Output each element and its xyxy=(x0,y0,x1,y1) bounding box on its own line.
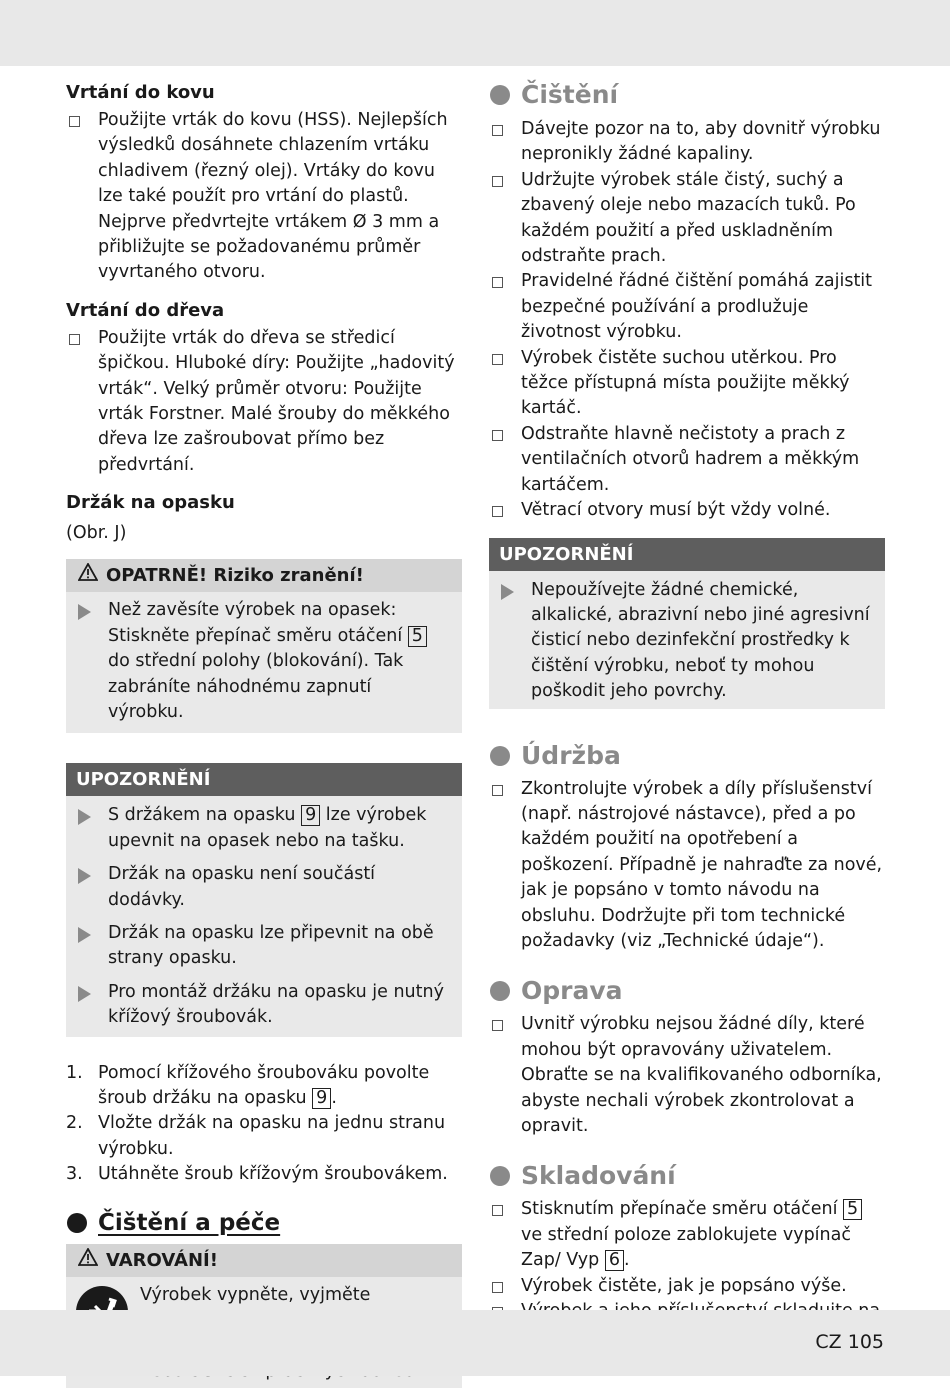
list-item: Odstraňte hlavně nečistoty a prach z ventilačních otvorů hadrem a měkkým kartáčem. xyxy=(489,422,885,498)
bottom-band xyxy=(0,1310,950,1376)
checkbox-bullet-icon xyxy=(492,176,503,187)
arrow-bullet-icon xyxy=(78,604,91,620)
notice-item: Nepoužívejte žádné chemické, alkalické, abrazivní nebo jiné agresivní čisticí nebo dezinfekční prostředky k čištění výrobku, neboť ty mohou poškodit jeho povrchy. xyxy=(489,578,885,705)
warning-triangle-icon xyxy=(76,1244,100,1277)
warning-title: VAROVÁNÍ! xyxy=(106,1249,218,1271)
checkbox-bullet-icon xyxy=(492,506,503,517)
heading-wood-drilling: Vrtání do dřeva xyxy=(66,299,225,321)
step-item: 1. Pomocí křížového šroubováku povolte šroub držáku na opasku 9 . xyxy=(66,1062,430,1108)
heading-belt-holder: Držák na opasku xyxy=(66,492,235,514)
arrow-bullet-icon xyxy=(78,927,91,943)
page-number: CZ 105 xyxy=(815,1331,884,1353)
right-column xyxy=(489,80,885,1375)
notice-header: UPOZORNĚNÍ xyxy=(66,763,462,796)
checkbox-bullet-icon xyxy=(492,354,503,365)
part-ref: 9 xyxy=(312,1088,331,1109)
notice-header: UPOZORNĚNÍ xyxy=(489,538,885,571)
section-title-maintenance: Údržba xyxy=(489,741,885,771)
step-item: 2. Vložte držák na opasku na jednu stranu výrobku. xyxy=(66,1113,446,1159)
step-list xyxy=(66,1061,462,1188)
top-band xyxy=(0,0,950,66)
section-title-storage: Skladování xyxy=(489,1161,885,1191)
part-ref: 9 xyxy=(301,805,320,826)
arrow-bullet-icon xyxy=(78,868,91,884)
caution-item: Než zavěsíte výrobek na opasek: Stiskněte přepínač směru otáčení 5 do střední polohy (blokování). Tak zabráníte náhodnému zapnutí výrobku. xyxy=(66,598,462,725)
bullet-dot-icon xyxy=(490,981,510,1001)
caution-box xyxy=(66,559,462,733)
part-ref: 5 xyxy=(843,1199,862,1220)
list-item: Použijte vrták do dřeva se středicí špičkou. Hluboké díry: Použijte „hadovitý vrták“. Velký průměr otvoru: Použijte vrták Forstner. Malé šrouby do měkkého dřeva lze zašroubovat přímo bez předvrtání. xyxy=(66,326,462,478)
warning-triangle-icon xyxy=(76,559,100,592)
checkbox-bullet-icon xyxy=(492,1205,503,1216)
arrow-bullet-icon xyxy=(78,986,91,1002)
checkbox-bullet-icon xyxy=(69,334,80,345)
bullet-dot-icon xyxy=(490,746,510,766)
warning-header xyxy=(66,1244,462,1277)
notice-box xyxy=(489,538,885,709)
checkbox-bullet-icon xyxy=(69,116,80,127)
notice-box xyxy=(66,763,462,1036)
checkbox-bullet-icon xyxy=(492,125,503,136)
notice-item: Pro montáž držáku na opasku je nutný křížový šroubovák. xyxy=(66,980,462,1031)
section-title-repair: Oprava xyxy=(489,976,885,1006)
checkbox-bullet-icon xyxy=(492,785,503,796)
list-item: Výrobek čistěte suchou utěrkou. Pro těžce přístupná místa použijte měkký kartáč. xyxy=(489,346,885,422)
checkbox-bullet-icon xyxy=(492,1020,503,1031)
bullet-dot-icon xyxy=(490,85,510,105)
checkbox-bullet-icon xyxy=(492,277,503,288)
step-item: 3. Utáhněte šroub křížovým šroubovákem. xyxy=(66,1164,448,1185)
heading-metal-drilling: Vrtání do kovu xyxy=(66,82,215,103)
caution-title: OPATRNĚ! Riziko zranění! xyxy=(106,565,364,587)
bullet-dot-icon xyxy=(490,1166,510,1186)
list-item: Použijte vrták do kovu (HSS). Nejlepších výsledků dosáhnete chlazením vrtáku chladivem (řezný olej). Vrtáky do kovu lze také použít pro vrtání do plastů. Nejprve předvrtejte vrtákem Ø 3 mm a přibližujte se požadovanému průměr vyvrtaného otvoru. xyxy=(66,108,462,286)
part-ref: 5 xyxy=(408,626,427,647)
notice-item: Držák na opasku není součástí dodávky. xyxy=(66,862,462,913)
arrow-bullet-icon xyxy=(78,809,91,825)
warning-body: Výrobek vypněte, vyjměte xyxy=(66,1277,462,1388)
left-column xyxy=(66,80,462,1388)
list-item: Zkontrolujte výrobek a díly příslušenství (např. nástrojové nástavce), před a po každém použití na opotřebení a poškození. Případně je nahraďte za nové, jak je popsáno v tomto návodu na obsluhu. Dodržujte při tom technické požadavky (viz „Technické údaje“). xyxy=(489,777,885,955)
caution-header xyxy=(66,559,462,592)
list-item: Uvnitř výrobku nejsou žádné díly, které mohou být opravovány uživatelem. Obraťte se na kvalifikovaného odborníka, abyste nechali výrobek zkontrolovat a opravit. xyxy=(489,1012,885,1139)
bullet-dot-icon xyxy=(67,1213,87,1233)
figure-reference: (Obr. J) xyxy=(66,523,127,544)
part-ref: 6 xyxy=(605,1250,624,1271)
arrow-bullet-icon xyxy=(501,584,514,600)
notice-item: Držák na opasku lze připevnit na obě strany opasku. xyxy=(66,921,462,972)
list-item: Větrací otvory musí být vždy volné. xyxy=(489,498,885,523)
checkbox-bullet-icon xyxy=(492,1282,503,1293)
list-item: Pravidelné řádné čištění pomáhá zajistit bezpečné používání a prodlužuje životnost výrobku. xyxy=(489,269,885,345)
list-item: Stisknutím přepínače směru otáčení 5 ve střední poloze zablokujete vypínač Zap/ Vyp 6 . xyxy=(489,1197,885,1273)
section-title-cleaning: Čištění xyxy=(489,80,885,110)
cleaning-list xyxy=(489,117,885,524)
list-item: Dávejte pozor na to, aby dovnitř výrobku nepronikly žádné kapaliny. xyxy=(489,117,885,168)
section-title-care: Čištění a péče xyxy=(66,1208,462,1238)
list-item: Výrobek čistěte, jak je popsáno výše. xyxy=(489,1274,885,1299)
list-item: Udržujte výrobek stále čistý, suchý a zbavený oleje nebo mazacích tuků. Po každém použití a před uskladněním odstraňte prach. xyxy=(489,168,885,270)
checkbox-bullet-icon xyxy=(492,430,503,441)
notice-item: S držákem na opasku 9 lze výrobek upevnit na opasek nebo na tašku. xyxy=(66,803,462,854)
